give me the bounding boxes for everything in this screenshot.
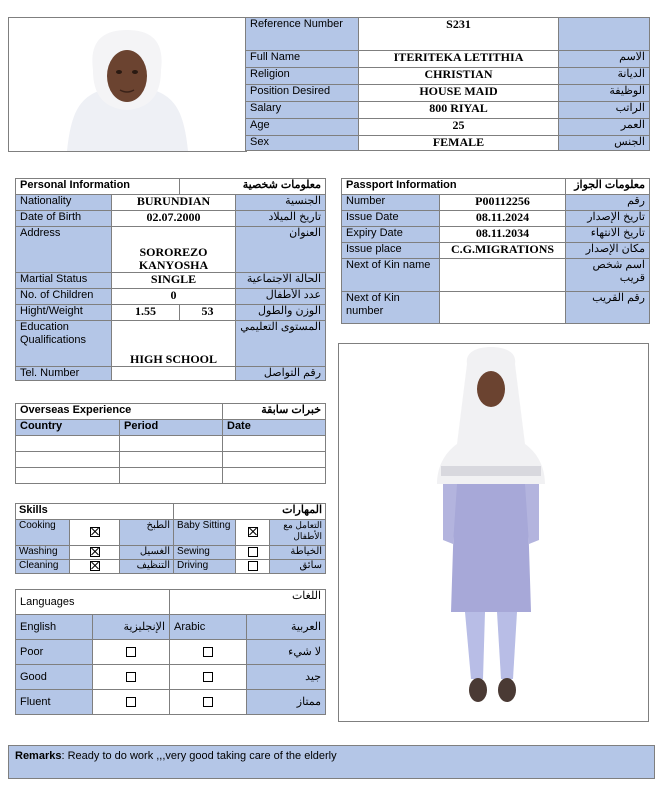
- tel-label: Tel. Number: [16, 367, 112, 381]
- education-label: Education Qualifications: [16, 321, 112, 367]
- children-ar: عدد الأطفال: [236, 289, 326, 305]
- issue-place-value: C.G.MIGRATIONS: [440, 243, 566, 259]
- skill-sewing-checkbox[interactable]: [236, 546, 270, 560]
- religion-ar: الديانة: [559, 68, 650, 85]
- poor-arabic-checkbox[interactable]: [170, 640, 247, 665]
- languages-title: Languages: [16, 590, 170, 615]
- skill-cooking-checkbox[interactable]: [70, 520, 120, 546]
- age-ar: العمر: [559, 119, 650, 136]
- religion-label: Religion: [246, 68, 359, 85]
- reference-value: S231: [359, 18, 559, 51]
- skill-driving-checkbox[interactable]: [236, 560, 270, 574]
- level-poor-ar: لا شيء: [247, 640, 326, 665]
- height-weight-ar: الوزن والطول: [236, 305, 326, 321]
- personal-title: Personal Information: [16, 179, 180, 195]
- position-ar: الوظيفة: [559, 85, 650, 102]
- education-value: HIGH SCHOOL: [112, 321, 236, 367]
- table-row: [16, 436, 326, 452]
- full-name-value: ITERITEKA LETITHIA: [359, 51, 559, 68]
- full-body-image: [339, 344, 648, 721]
- checkbox-empty-icon[interactable]: [126, 697, 136, 707]
- religion-value: CHRISTIAN: [359, 68, 559, 85]
- portrait-photo: [8, 17, 247, 152]
- nationality-ar: الجنسية: [236, 195, 326, 211]
- sex-label: Sex: [246, 136, 359, 151]
- expiry-date-label: Expiry Date: [342, 227, 440, 243]
- address-value: SOROREZO KANYOSHA: [112, 227, 236, 273]
- skill-driving-ar: سائق: [270, 560, 326, 574]
- overseas-cell: [16, 468, 120, 484]
- kin-number-value: [440, 292, 566, 324]
- good-english-checkbox[interactable]: [93, 665, 170, 690]
- table-row: [16, 468, 326, 484]
- checkbox-empty-icon[interactable]: [248, 547, 258, 557]
- salary-value: 800 RIYAL: [359, 102, 559, 119]
- personal-info-table: [15, 178, 326, 381]
- overseas-col-period: Period: [120, 420, 223, 436]
- full-body-photo: [338, 343, 649, 722]
- passport-number-ar: رقم: [566, 195, 650, 211]
- overseas-cell: [16, 452, 120, 468]
- passport-title: Passport Information: [342, 179, 566, 195]
- level-fluent-ar: ممتاز: [247, 690, 326, 715]
- dob-label: Date of Birth: [16, 211, 112, 227]
- passport-number-label: Number: [342, 195, 440, 211]
- nationality-label: Nationality: [16, 195, 112, 211]
- tel-ar: رقم التواصل: [236, 367, 326, 381]
- language-arabic-ar: العربية: [247, 615, 326, 640]
- age-label: Age: [246, 119, 359, 136]
- fluent-arabic-checkbox[interactable]: [170, 690, 247, 715]
- skill-babysitting-ar: التعامل مع الأطفال: [270, 520, 326, 546]
- address-label: Address: [16, 227, 112, 273]
- checkbox-checked-icon[interactable]: [90, 527, 100, 537]
- overseas-cell: [120, 468, 223, 484]
- fluent-english-checkbox[interactable]: [93, 690, 170, 715]
- language-english-ar: الإنجليزية: [93, 615, 170, 640]
- reference-label: Reference Number: [246, 18, 359, 51]
- kin-number-label: Next of Kin number: [342, 292, 440, 324]
- sex-ar: الجنس: [559, 136, 650, 151]
- remarks-box: [8, 745, 655, 779]
- overseas-col-country: Country: [16, 420, 120, 436]
- overseas-cell: [16, 436, 120, 452]
- checkbox-empty-icon[interactable]: [203, 672, 213, 682]
- marital-label: Martial Status: [16, 273, 112, 289]
- overseas-title-ar: خبرات سابقة: [223, 404, 326, 420]
- skill-driving-label: Driving: [174, 560, 236, 574]
- language-arabic-label: Arabic: [170, 615, 247, 640]
- passport-number-value: P00112256: [440, 195, 566, 211]
- sex-value: FEMALE: [359, 136, 559, 151]
- overseas-cell: [223, 452, 326, 468]
- checkbox-empty-icon[interactable]: [126, 647, 136, 657]
- passport-title-ar: معلومات الجواز: [566, 179, 650, 195]
- languages-title-ar: اللغات: [170, 590, 326, 615]
- overseas-cell: [223, 436, 326, 452]
- skill-sewing-ar: الخياطة: [270, 546, 326, 560]
- address-ar: العنوان: [236, 227, 326, 273]
- dob-value: 02.07.2000: [112, 211, 236, 227]
- issue-date-label: Issue Date: [342, 211, 440, 227]
- level-good-label: Good: [16, 665, 93, 690]
- kin-name-label: Next of Kin name: [342, 259, 440, 292]
- level-poor-label: Poor: [16, 640, 93, 665]
- skill-cleaning-checkbox[interactable]: [70, 560, 120, 574]
- portrait-image: [9, 18, 246, 151]
- full-name-ar: الاسم: [559, 51, 650, 68]
- remarks-label: Remarks: [15, 750, 62, 762]
- good-arabic-checkbox[interactable]: [170, 665, 247, 690]
- issue-place-label: Issue place: [342, 243, 440, 259]
- nationality-value: BURUNDIAN: [112, 195, 236, 211]
- position-label: Position Desired: [246, 85, 359, 102]
- issue-date-value: 08.11.2024: [440, 211, 566, 227]
- kin-name-value: [440, 259, 566, 292]
- age-value: 25: [359, 119, 559, 136]
- expiry-date-ar: تاريخ الانتهاء: [566, 227, 650, 243]
- skill-washing-ar: الغسيل: [120, 546, 174, 560]
- issue-date-ar: تاريخ الإصدار: [566, 211, 650, 227]
- checkbox-empty-icon[interactable]: [203, 647, 213, 657]
- height-weight-label: Hight/Weight: [16, 305, 112, 321]
- kin-name-ar: اسم شخص قريب: [566, 259, 650, 292]
- salary-label: Salary: [246, 102, 359, 119]
- salary-ar: الراتب: [559, 102, 650, 119]
- checkbox-checked-icon[interactable]: [90, 547, 100, 557]
- position-value: HOUSE MAID: [359, 85, 559, 102]
- skill-sewing-label: Sewing: [174, 546, 236, 560]
- passport-info-table: [341, 178, 650, 324]
- languages-table: [15, 589, 326, 715]
- overseas-experience-table: [15, 403, 326, 484]
- full-name-label: Full Name: [246, 51, 359, 68]
- table-row: [16, 452, 326, 468]
- height-value: 1.55: [112, 305, 180, 321]
- children-label: No. of Children: [16, 289, 112, 305]
- issue-place-ar: مكان الإصدار: [566, 243, 650, 259]
- weight-value: 53: [180, 305, 236, 321]
- reference-ar: [559, 18, 650, 51]
- overseas-col-date: Date: [223, 420, 326, 436]
- checkbox-empty-icon[interactable]: [126, 672, 136, 682]
- skill-cleaning-ar: التنظيف: [120, 560, 174, 574]
- marital-value: SINGLE: [112, 273, 236, 289]
- skill-washing-label: Washing: [16, 546, 70, 560]
- skill-babysitting-label: Baby Sitting: [174, 520, 236, 546]
- skill-washing-checkbox[interactable]: [70, 546, 120, 560]
- personal-title-ar: معلومات شخصية: [180, 179, 326, 195]
- tel-value: [112, 367, 236, 381]
- marital-ar: الحالة الاجتماعية: [236, 273, 326, 289]
- skill-cooking-label: Cooking: [16, 520, 70, 546]
- skills-title-ar: المهارات: [174, 504, 326, 520]
- overseas-title: Overseas Experience: [16, 404, 223, 420]
- level-fluent-label: Fluent: [16, 690, 93, 715]
- kin-number-ar: رقم القريب: [566, 292, 650, 324]
- checkbox-empty-icon[interactable]: [203, 697, 213, 707]
- skill-cooking-ar: الطبخ: [120, 520, 174, 546]
- poor-english-checkbox[interactable]: [93, 640, 170, 665]
- remarks-text: : Ready to do work ,,,very good taking care of the elderly: [61, 750, 337, 762]
- header-table: [245, 17, 650, 151]
- level-good-ar: جيد: [247, 665, 326, 690]
- checkbox-checked-icon[interactable]: [90, 561, 100, 571]
- skill-cleaning-label: Cleaning: [16, 560, 70, 574]
- checkbox-checked-icon[interactable]: [248, 527, 258, 537]
- overseas-cell: [223, 468, 326, 484]
- overseas-cell: [120, 452, 223, 468]
- language-english-label: English: [16, 615, 93, 640]
- education-ar: المستوى التعليمي: [236, 321, 326, 367]
- skills-title: Skills: [16, 504, 174, 520]
- checkbox-empty-icon[interactable]: [248, 561, 258, 571]
- skills-table: [15, 503, 326, 574]
- skill-babysitting-checkbox[interactable]: [236, 520, 270, 546]
- dob-ar: تاريخ الميلاد: [236, 211, 326, 227]
- children-value: 0: [112, 289, 236, 305]
- expiry-date-value: 08.11.2034: [440, 227, 566, 243]
- overseas-cell: [120, 436, 223, 452]
